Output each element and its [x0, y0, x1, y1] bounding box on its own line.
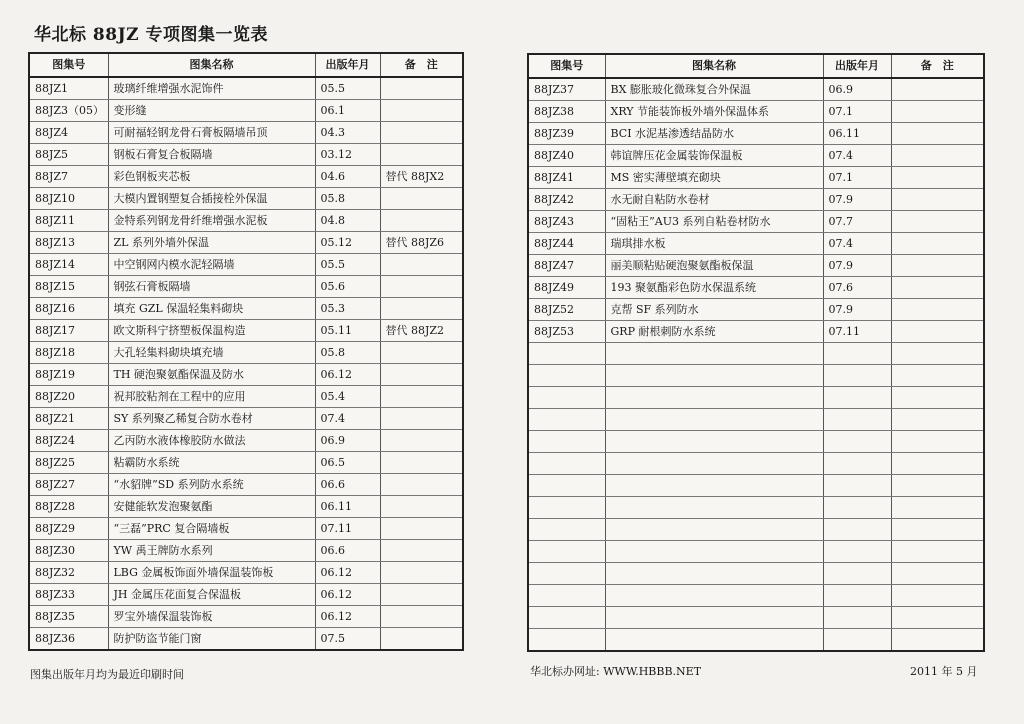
cell-date: 06.1 [315, 100, 380, 122]
cell-date [823, 497, 891, 519]
cell-remark [891, 123, 984, 145]
table-row [29, 166, 463, 188]
table-row [29, 77, 463, 100]
cell-code: 88JZ29 [29, 518, 108, 540]
cell-code: 88JZ40 [528, 145, 605, 167]
cell-code: 88JZ53 [528, 321, 605, 343]
cell-name: 中空钢网内模水泥轻隔墙 [108, 254, 315, 276]
cell-code [528, 607, 605, 629]
table-row [528, 145, 984, 167]
cell-code [528, 343, 605, 365]
cell-name: BCI 水泥基渗透结晶防水 [605, 123, 823, 145]
footer-date: 2011 年 5 月 [910, 665, 978, 678]
cell-name: 填充 GZL 保温轻集料砌块 [108, 298, 315, 320]
cell-remark [380, 144, 463, 166]
cell-remark [891, 563, 984, 585]
header-name: 图集名称 [605, 54, 823, 78]
cell-date: 07.9 [823, 299, 891, 321]
cell-date: 06.11 [315, 496, 380, 518]
cell-remark [380, 584, 463, 606]
cell-remark [891, 299, 984, 321]
cell-remark [891, 189, 984, 211]
cell-code: 88JZ7 [29, 166, 108, 188]
cell-remark: 替代 88JZ2 [380, 320, 463, 342]
table-row [29, 144, 463, 166]
cell-name: YW 禹王牌防水系列 [108, 540, 315, 562]
table-row [528, 497, 984, 519]
table-row [29, 562, 463, 584]
cell-remark [891, 365, 984, 387]
cell-name: TH 硬泡聚氨酯保温及防水 [108, 364, 315, 386]
header-code: 图集号 [29, 53, 108, 77]
cell-name: 防护防盗节能门窗 [108, 628, 315, 651]
cell-remark [891, 541, 984, 563]
cell-date: 07.7 [823, 211, 891, 233]
cell-date: 03.12 [315, 144, 380, 166]
header-date: 出版年月 [823, 54, 891, 78]
table-header-row [528, 54, 984, 78]
table-row [29, 474, 463, 496]
table-row [29, 430, 463, 452]
cell-name: ZL 系列外墙外保温 [108, 232, 315, 254]
cell-date [823, 563, 891, 585]
cell-code: 88JZ21 [29, 408, 108, 430]
cell-name: 变形缝 [108, 100, 315, 122]
cell-remark [380, 276, 463, 298]
cell-name: 祝邦胶粘剂在工程中的应用 [108, 386, 315, 408]
header-name: 图集名称 [108, 53, 315, 77]
cell-remark [891, 629, 984, 652]
cell-name: 罗宝外墙保温装饰板 [108, 606, 315, 628]
cell-name: 克帮 SF 系列防水 [605, 299, 823, 321]
cell-name: 韩谊牌压花金属装饰保温板 [605, 145, 823, 167]
cell-name: “三磊”PRC 复合隔墙板 [108, 518, 315, 540]
cell-name: JH 金属压花面复合保温板 [108, 584, 315, 606]
cell-remark [380, 386, 463, 408]
cell-remark [891, 255, 984, 277]
table-row [29, 276, 463, 298]
cell-code [528, 475, 605, 497]
cell-date [823, 519, 891, 541]
cell-code: 88JZ16 [29, 298, 108, 320]
cell-remark [891, 431, 984, 453]
header-date: 出版年月 [315, 53, 380, 77]
cell-remark [891, 211, 984, 233]
cell-remark [380, 342, 463, 364]
cell-date [823, 475, 891, 497]
cell-code: 88JZ32 [29, 562, 108, 584]
table-row [29, 452, 463, 474]
table-row [528, 123, 984, 145]
cell-remark [891, 497, 984, 519]
cell-remark [380, 606, 463, 628]
cell-name [605, 629, 823, 652]
cell-remark [380, 518, 463, 540]
table-row [528, 585, 984, 607]
cell-date [823, 431, 891, 453]
footer-website: 华北标办网址: WWW.HBBB.NET [530, 665, 702, 678]
table-row [29, 496, 463, 518]
cell-date: 07.1 [823, 167, 891, 189]
table-row [29, 320, 463, 342]
cell-code: 88JZ49 [528, 277, 605, 299]
cell-code: 88JZ37 [528, 78, 605, 101]
cell-remark [891, 519, 984, 541]
table-row [29, 232, 463, 254]
cell-name: 钢弦石膏板隔墙 [108, 276, 315, 298]
cell-code [528, 541, 605, 563]
cell-remark: 替代 88JZ6 [380, 232, 463, 254]
cell-date: 06.12 [315, 606, 380, 628]
table-row [29, 188, 463, 210]
cell-code: 88JZ38 [528, 101, 605, 123]
cell-remark [891, 321, 984, 343]
cell-date: 04.6 [315, 166, 380, 188]
cell-code [528, 387, 605, 409]
table-row [29, 606, 463, 628]
header-code: 图集号 [528, 54, 605, 78]
cell-code: 88JZ25 [29, 452, 108, 474]
table-row [528, 541, 984, 563]
cell-name: 安健能软发泡聚氨酯 [108, 496, 315, 518]
table-row [29, 254, 463, 276]
cell-remark [380, 77, 463, 100]
table-row [528, 101, 984, 123]
cell-name [605, 563, 823, 585]
cell-remark [380, 628, 463, 651]
cell-name [605, 607, 823, 629]
cell-remark [891, 233, 984, 255]
cell-code: 88JZ39 [528, 123, 605, 145]
cell-code: 88JZ14 [29, 254, 108, 276]
cell-code: 88JZ5 [29, 144, 108, 166]
cell-remark [380, 254, 463, 276]
cell-name: 钢板石膏复合板隔墙 [108, 144, 315, 166]
cell-remark [891, 607, 984, 629]
cell-date [823, 541, 891, 563]
table-row [528, 607, 984, 629]
cell-name [605, 453, 823, 475]
cell-remark [380, 474, 463, 496]
cell-remark: 替代 88JX2 [380, 166, 463, 188]
cell-name [605, 475, 823, 497]
cell-date: 06.12 [315, 584, 380, 606]
cell-name: 金特系列钢龙骨纤维增强水泥板 [108, 210, 315, 232]
cell-date: 06.9 [315, 430, 380, 452]
cell-remark [380, 408, 463, 430]
cell-remark [380, 188, 463, 210]
table-row [528, 453, 984, 475]
cell-name: 193 聚氨酯彩色防水保温系统 [605, 277, 823, 299]
cell-remark [891, 101, 984, 123]
table-row [29, 518, 463, 540]
table-row [29, 210, 463, 232]
cell-code: 88JZ15 [29, 276, 108, 298]
table-row [29, 364, 463, 386]
cell-remark [891, 167, 984, 189]
cell-name [605, 365, 823, 387]
cell-date: 07.11 [823, 321, 891, 343]
cell-date [823, 453, 891, 475]
table-row [528, 431, 984, 453]
table-row [528, 233, 984, 255]
cell-code: 88JZ28 [29, 496, 108, 518]
cell-code: 88JZ4 [29, 122, 108, 144]
cell-name [605, 519, 823, 541]
table-row [528, 211, 984, 233]
cell-remark [380, 496, 463, 518]
table-row [29, 298, 463, 320]
cell-code [528, 563, 605, 585]
cell-remark [891, 343, 984, 365]
cell-date: 05.11 [315, 320, 380, 342]
cell-name: 水无耐自粘防水卷材 [605, 189, 823, 211]
cell-date: 07.11 [315, 518, 380, 540]
table-row [528, 365, 984, 387]
cell-name [605, 541, 823, 563]
cell-code [528, 629, 605, 652]
header-remark: 备 注 [380, 53, 463, 77]
cell-code: 88JZ41 [528, 167, 605, 189]
header-remark: 备 注 [891, 54, 984, 78]
cell-code: 88JZ13 [29, 232, 108, 254]
cell-code: 88JZ27 [29, 474, 108, 496]
cell-name: XRY 节能装饰板外墙外保温体系 [605, 101, 823, 123]
cell-date: 07.5 [315, 628, 380, 651]
table-row [528, 167, 984, 189]
table-row [29, 100, 463, 122]
cell-date: 06.12 [315, 562, 380, 584]
cell-remark [891, 475, 984, 497]
cell-name: “固粘王”AU3 系列自粘卷材防水 [605, 211, 823, 233]
cell-date: 05.5 [315, 254, 380, 276]
cell-remark [891, 387, 984, 409]
cell-date: 05.12 [315, 232, 380, 254]
cell-code: 88JZ1 [29, 77, 108, 100]
cell-name: MS 密实薄壁填充砌块 [605, 167, 823, 189]
table-row [29, 628, 463, 651]
cell-date: 07.4 [315, 408, 380, 430]
page-title: 华北标 88JZ 专项图集一览表 [34, 25, 268, 45]
cell-code: 88JZ43 [528, 211, 605, 233]
cell-name: 可耐福轻钢龙骨石膏板隔墙吊顶 [108, 122, 315, 144]
cell-remark [380, 122, 463, 144]
cell-date [823, 585, 891, 607]
table-row [29, 584, 463, 606]
left-catalog-table [28, 52, 464, 651]
cell-date [823, 607, 891, 629]
cell-remark [380, 298, 463, 320]
table-row [528, 255, 984, 277]
cell-code: 88JZ47 [528, 255, 605, 277]
cell-date: 06.6 [315, 540, 380, 562]
table-row [528, 475, 984, 497]
table-header-row [29, 53, 463, 77]
cell-remark [380, 430, 463, 452]
cell-date: 06.5 [315, 452, 380, 474]
table-row [528, 519, 984, 541]
cell-date [823, 409, 891, 431]
table-row [528, 78, 984, 101]
cell-remark [891, 585, 984, 607]
cell-code: 88JZ30 [29, 540, 108, 562]
cell-code [528, 409, 605, 431]
cell-name: 乙丙防水液体橡胶防水做法 [108, 430, 315, 452]
cell-remark [380, 100, 463, 122]
cell-date: 05.5 [315, 77, 380, 100]
cell-code: 88JZ18 [29, 342, 108, 364]
cell-date [823, 387, 891, 409]
cell-date: 05.3 [315, 298, 380, 320]
cell-name: BX 膨胀玻化微珠复合外保温 [605, 78, 823, 101]
table-row [29, 540, 463, 562]
cell-remark [891, 277, 984, 299]
cell-remark [380, 210, 463, 232]
cell-code [528, 585, 605, 607]
cell-name [605, 497, 823, 519]
cell-name: SY 系列聚乙稀复合防水卷材 [108, 408, 315, 430]
cell-date: 05.4 [315, 386, 380, 408]
table-row [528, 277, 984, 299]
cell-name: 玻璃纤维增强水泥饰件 [108, 77, 315, 100]
cell-date [823, 343, 891, 365]
cell-remark [380, 452, 463, 474]
cell-code [528, 519, 605, 541]
cell-date: 07.1 [823, 101, 891, 123]
cell-name: 粘霸防水系统 [108, 452, 315, 474]
table-row [528, 189, 984, 211]
cell-date: 05.8 [315, 188, 380, 210]
cell-remark [380, 364, 463, 386]
cell-name: GRP 耐根刺防水系统 [605, 321, 823, 343]
cell-name [605, 585, 823, 607]
cell-code: 88JZ44 [528, 233, 605, 255]
cell-code [528, 431, 605, 453]
cell-date: 04.8 [315, 210, 380, 232]
cell-date: 07.4 [823, 233, 891, 255]
cell-name: 欧文斯科宁挤塑板保温构造 [108, 320, 315, 342]
cell-code [528, 497, 605, 519]
cell-date: 06.6 [315, 474, 380, 496]
cell-code: 88JZ19 [29, 364, 108, 386]
cell-name [605, 409, 823, 431]
cell-code: 88JZ3（05） [29, 100, 108, 122]
table-row [29, 342, 463, 364]
cell-name [605, 343, 823, 365]
cell-date: 07.9 [823, 255, 891, 277]
cell-date: 04.3 [315, 122, 380, 144]
table-row [29, 408, 463, 430]
cell-code: 88JZ33 [29, 584, 108, 606]
right-catalog-table [527, 53, 985, 652]
cell-date: 07.9 [823, 189, 891, 211]
cell-name [605, 431, 823, 453]
cell-name: 彩色钢板夹芯板 [108, 166, 315, 188]
table-row [528, 299, 984, 321]
table-row [528, 387, 984, 409]
cell-name: “水貂牌”SD 系列防水系统 [108, 474, 315, 496]
cell-remark [891, 409, 984, 431]
cell-code: 88JZ24 [29, 430, 108, 452]
cell-code: 88JZ10 [29, 188, 108, 210]
table-row [29, 122, 463, 144]
cell-name: 大模内置钢塑复合插接栓外保温 [108, 188, 315, 210]
footer-note: 图集出版年月均为最近印刷时间 [30, 668, 184, 681]
table-row [528, 409, 984, 431]
cell-name: 丽美顺粘贴硬泡聚氨酯板保温 [605, 255, 823, 277]
cell-date: 05.6 [315, 276, 380, 298]
cell-remark [891, 453, 984, 475]
cell-name [605, 387, 823, 409]
table-row [528, 563, 984, 585]
cell-name: 瑞琪排水板 [605, 233, 823, 255]
cell-remark [380, 562, 463, 584]
cell-remark [891, 78, 984, 101]
table-row [528, 321, 984, 343]
cell-code: 88JZ11 [29, 210, 108, 232]
cell-remark [891, 145, 984, 167]
cell-code: 88JZ36 [29, 628, 108, 651]
cell-date: 05.8 [315, 342, 380, 364]
cell-date [823, 365, 891, 387]
cell-code [528, 365, 605, 387]
cell-date [823, 629, 891, 652]
cell-date: 07.4 [823, 145, 891, 167]
table-row [29, 386, 463, 408]
cell-code: 88JZ35 [29, 606, 108, 628]
cell-remark [380, 540, 463, 562]
cell-date: 07.6 [823, 277, 891, 299]
table-row [528, 629, 984, 652]
cell-date: 06.9 [823, 78, 891, 101]
cell-date: 06.11 [823, 123, 891, 145]
cell-code [528, 453, 605, 475]
table-row [528, 343, 984, 365]
cell-code: 88JZ20 [29, 386, 108, 408]
cell-date: 06.12 [315, 364, 380, 386]
cell-code: 88JZ52 [528, 299, 605, 321]
cell-name: LBG 金属板饰面外墙保温装饰板 [108, 562, 315, 584]
cell-name: 大孔轻集料砌块填充墙 [108, 342, 315, 364]
cell-code: 88JZ42 [528, 189, 605, 211]
cell-code: 88JZ17 [29, 320, 108, 342]
